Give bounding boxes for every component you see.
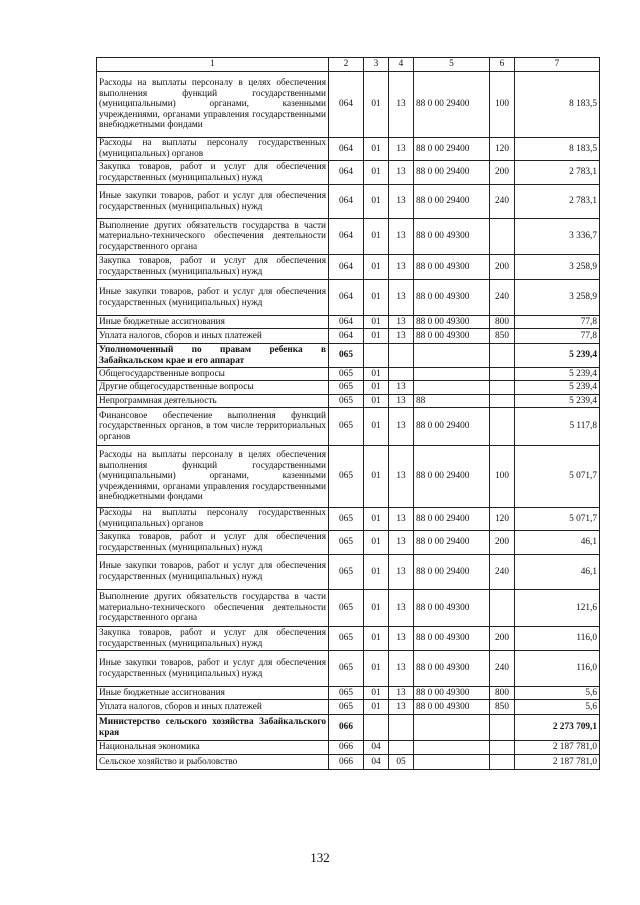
target-article-cell: 88 0 00 29400 <box>414 161 490 185</box>
subsection-code-cell <box>389 741 414 755</box>
expense-type-cell <box>490 755 515 770</box>
amount-cell: 116,0 <box>515 651 600 687</box>
section-code-cell <box>364 715 389 741</box>
target-article-cell: 88 0 00 49300 <box>414 255 490 280</box>
amount-cell: 5 117,8 <box>515 408 600 446</box>
subsection-code-cell: 13 <box>389 590 414 627</box>
row-name-cell: Иные закупки товаров, работ и услуг для обеспечения государственных (муниципальных) нужд <box>97 280 329 316</box>
expense-type-cell: 100 <box>490 446 515 508</box>
table-row <box>97 138 600 161</box>
amount-cell: 116,0 <box>515 627 600 651</box>
budget-table <box>96 57 600 770</box>
expense-type-cell <box>490 408 515 446</box>
amount-cell: 5 071,7 <box>515 508 600 531</box>
expense-type-cell: 240 <box>490 555 515 590</box>
target-article-cell: 88 0 00 49300 <box>414 627 490 651</box>
table-row <box>97 627 600 651</box>
table-row <box>97 531 600 555</box>
row-name-cell: Закупка товаров, работ и услуг для обеспечения государственных (муниципальных) нужд <box>97 161 329 185</box>
header-cell: 1 <box>97 58 329 72</box>
row-name-cell: Иные закупки товаров, работ и услуг для обеспечения государственных (муниципальных) нужд <box>97 555 329 590</box>
row-name-cell: Иные закупки товаров, работ и услуг для обеспечения государственных (муниципальных) нужд <box>97 651 329 687</box>
target-article-cell: 88 0 00 49300 <box>414 280 490 316</box>
target-article-cell: 88 0 00 49300 <box>414 329 490 344</box>
subsection-code-cell: 13 <box>389 72 414 138</box>
amount-cell: 8 183,5 <box>515 72 600 138</box>
target-article-cell: 88 0 00 29400 <box>414 138 490 161</box>
row-name-cell: Расходы на выплаты персоналу в целях обеспечения выполнения функций государственными (муниципальными) органами, казенными учреждениями, органами управления государственными внебюджетными фондами <box>97 446 329 508</box>
ministry-code-cell: 066 <box>329 715 364 741</box>
section-code-cell: 01 <box>364 368 389 381</box>
table-row <box>97 368 600 381</box>
ministry-code-cell: 065 <box>329 700 364 715</box>
ministry-code-cell: 065 <box>329 590 364 627</box>
ministry-code-cell: 064 <box>329 280 364 316</box>
ministry-code-cell: 065 <box>329 555 364 590</box>
table-row <box>97 651 600 687</box>
target-article-cell <box>414 741 490 755</box>
table-row <box>97 590 600 627</box>
row-name-cell: Непрограммная деятельность <box>97 395 329 408</box>
subsection-code-cell: 13 <box>389 280 414 316</box>
subsection-code-cell: 13 <box>389 381 414 395</box>
header-cell: 2 <box>329 58 364 72</box>
ministry-code-cell: 065 <box>329 368 364 381</box>
amount-cell: 5 239,4 <box>515 344 600 368</box>
table-row <box>97 408 600 446</box>
table-row <box>97 446 600 508</box>
row-name-cell: Закупка товаров, работ и услуг для обеспечения государственных (муниципальных) нужд <box>97 627 329 651</box>
amount-cell: 3 258,9 <box>515 280 600 316</box>
subsection-code-cell: 13 <box>389 316 414 329</box>
expense-type-cell: 800 <box>490 316 515 329</box>
ministry-code-cell: 064 <box>329 219 364 255</box>
expense-type-cell <box>490 381 515 395</box>
ministry-code-cell: 065 <box>329 508 364 531</box>
ministry-code-cell: 065 <box>329 651 364 687</box>
section-code-cell: 01 <box>364 138 389 161</box>
subsection-code-cell: 13 <box>389 329 414 344</box>
page-number: 132 <box>310 850 330 865</box>
ministry-code-cell: 064 <box>329 316 364 329</box>
amount-cell: 8 183,5 <box>515 138 600 161</box>
expense-type-cell <box>490 590 515 627</box>
header-cell: 4 <box>389 58 414 72</box>
subsection-code-cell: 13 <box>389 395 414 408</box>
target-article-cell: 88 0 00 49300 <box>414 687 490 700</box>
section-code-cell: 01 <box>364 627 389 651</box>
ministry-code-cell: 065 <box>329 344 364 368</box>
table-row <box>97 185 600 219</box>
expense-type-cell: 200 <box>490 531 515 555</box>
header-cell: 5 <box>414 58 490 72</box>
amount-cell: 2 187 781,0 <box>515 741 600 755</box>
expense-type-cell: 850 <box>490 700 515 715</box>
subsection-code-cell: 13 <box>389 446 414 508</box>
table-row <box>97 72 600 138</box>
target-article-cell <box>414 755 490 770</box>
table-row <box>97 508 600 531</box>
row-name-cell: Расходы на выплаты персоналу государственных (муниципальных) органов <box>97 508 329 531</box>
target-article-cell: 88 0 00 49300 <box>414 590 490 627</box>
target-article-cell: 88 0 00 49300 <box>414 700 490 715</box>
expense-type-cell <box>490 715 515 741</box>
row-name-cell: Иные бюджетные ассигнования <box>97 687 329 700</box>
subsection-code-cell: 13 <box>389 219 414 255</box>
ministry-code-cell: 064 <box>329 138 364 161</box>
section-code-cell: 01 <box>364 381 389 395</box>
section-code-cell: 01 <box>364 255 389 280</box>
subsection-code-cell: 13 <box>389 508 414 531</box>
row-name-cell: Иные закупки товаров, работ и услуг для обеспечения государственных (муниципальных) нужд <box>97 185 329 219</box>
expense-type-cell <box>490 219 515 255</box>
section-code-cell <box>364 344 389 368</box>
section-code-cell: 01 <box>364 280 389 316</box>
header-cell: 3 <box>364 58 389 72</box>
row-name-cell: Расходы на выплаты персоналу в целях обеспечения выполнения функций государственными (муниципальными) органами, казенными учреждениями, органами управления государственными внебюджетными фондами <box>97 72 329 138</box>
amount-cell: 5 239,4 <box>515 395 600 408</box>
ministry-code-cell: 065 <box>329 627 364 651</box>
row-name-cell: Расходы на выплаты персоналу государственных (муниципальных) органов <box>97 138 329 161</box>
table-row <box>97 700 600 715</box>
section-code-cell: 01 <box>364 700 389 715</box>
amount-cell: 5 239,4 <box>515 381 600 395</box>
subsection-code-cell: 13 <box>389 138 414 161</box>
header-cell: 6 <box>490 58 515 72</box>
row-name-cell: Уплата налогов, сборов и иных платежей <box>97 700 329 715</box>
amount-cell: 5 071,7 <box>515 446 600 508</box>
ministry-code-cell: 066 <box>329 755 364 770</box>
expense-type-cell <box>490 368 515 381</box>
row-name-cell: Закупка товаров, работ и услуг для обеспечения государственных (муниципальных) нужд <box>97 531 329 555</box>
row-name-cell: Иные бюджетные ассигнования <box>97 316 329 329</box>
section-code-cell: 01 <box>364 408 389 446</box>
row-name-cell: Другие общегосударственные вопросы <box>97 381 329 395</box>
table-header-row <box>97 58 600 72</box>
section-code-cell: 01 <box>364 508 389 531</box>
table-row <box>97 316 600 329</box>
row-name-cell: Выполнение других обязательств государства в части материально-технического обеспечения деятельности государственного органа <box>97 219 329 255</box>
expense-type-cell: 800 <box>490 687 515 700</box>
subsection-code-cell: 13 <box>389 161 414 185</box>
header-cell: 7 <box>515 58 600 72</box>
target-article-cell: 88 0 00 49300 <box>414 316 490 329</box>
ministry-code-cell: 064 <box>329 329 364 344</box>
subsection-code-cell: 13 <box>389 408 414 446</box>
table-row <box>97 555 600 590</box>
subsection-code-cell: 13 <box>389 700 414 715</box>
amount-cell: 121,6 <box>515 590 600 627</box>
section-code-cell: 01 <box>364 329 389 344</box>
expense-type-cell: 120 <box>490 508 515 531</box>
subsection-code-cell: 13 <box>389 651 414 687</box>
table-row <box>97 687 600 700</box>
expense-type-cell: 200 <box>490 255 515 280</box>
ministry-code-cell: 065 <box>329 408 364 446</box>
expense-type-cell: 200 <box>490 627 515 651</box>
expense-type-cell <box>490 344 515 368</box>
subsection-code-cell: 13 <box>389 687 414 700</box>
table-row <box>97 395 600 408</box>
expense-type-cell: 120 <box>490 138 515 161</box>
ministry-code-cell: 065 <box>329 531 364 555</box>
table-row <box>97 280 600 316</box>
target-article-cell <box>414 344 490 368</box>
expense-type-cell: 240 <box>490 185 515 219</box>
amount-cell: 3 258,9 <box>515 255 600 280</box>
expense-type-cell <box>490 741 515 755</box>
section-code-cell: 01 <box>364 590 389 627</box>
section-code-cell: 01 <box>364 531 389 555</box>
row-name-cell: Финансовое обеспечение выполнения функций государственных органов, в том числе территориальных органов <box>97 408 329 446</box>
subsection-code-cell: 13 <box>389 627 414 651</box>
target-article-cell: 88 0 00 29400 <box>414 185 490 219</box>
target-article-cell: 88 0 00 29400 <box>414 531 490 555</box>
expense-type-cell: 240 <box>490 651 515 687</box>
row-name-cell: Выполнение других обязательств государства в части материально-технического обеспечения деятельности государственного органа <box>97 590 329 627</box>
target-article-cell: 88 0 00 29400 <box>414 508 490 531</box>
table-row <box>97 255 600 280</box>
amount-cell: 77,8 <box>515 316 600 329</box>
subsection-code-cell: 13 <box>389 555 414 590</box>
target-article-cell <box>414 715 490 741</box>
row-name-cell: Министерство сельского хозяйства Забайкальского края <box>97 715 329 741</box>
section-code-cell: 01 <box>364 185 389 219</box>
expense-type-cell: 200 <box>490 161 515 185</box>
row-name-cell: Национальная экономика <box>97 741 329 755</box>
target-article-cell: 88 0 00 49300 <box>414 219 490 255</box>
table-row <box>97 329 600 344</box>
subsection-code-cell <box>389 344 414 368</box>
table-row <box>97 755 600 770</box>
expense-type-cell: 100 <box>490 72 515 138</box>
ministry-code-cell: 064 <box>329 255 364 280</box>
table-row <box>97 715 600 741</box>
amount-cell: 2 783,1 <box>515 161 600 185</box>
section-code-cell: 01 <box>364 651 389 687</box>
section-code-cell: 01 <box>364 555 389 590</box>
section-code-cell: 01 <box>364 395 389 408</box>
table-body <box>97 72 600 770</box>
amount-cell: 5,6 <box>515 687 600 700</box>
row-name-cell: Общегосударственные вопросы <box>97 368 329 381</box>
amount-cell: 46,1 <box>515 531 600 555</box>
ministry-code-cell: 064 <box>329 161 364 185</box>
target-article-cell: 88 0 00 49300 <box>414 651 490 687</box>
ministry-code-cell: 066 <box>329 741 364 755</box>
amount-cell: 2 273 709,1 <box>515 715 600 741</box>
target-article-cell: 88 0 00 29400 <box>414 408 490 446</box>
subsection-code-cell: 13 <box>389 255 414 280</box>
target-article-cell: 88 <box>414 395 490 408</box>
target-article-cell <box>414 368 490 381</box>
amount-cell: 2 187 781,0 <box>515 755 600 770</box>
subsection-code-cell <box>389 368 414 381</box>
section-code-cell: 01 <box>364 219 389 255</box>
section-code-cell: 01 <box>364 161 389 185</box>
ministry-code-cell: 064 <box>329 72 364 138</box>
ministry-code-cell: 065 <box>329 381 364 395</box>
section-code-cell: 04 <box>364 741 389 755</box>
row-name-cell: Уплата налогов, сборов и иных платежей <box>97 329 329 344</box>
table-row <box>97 741 600 755</box>
table-row <box>97 161 600 185</box>
expense-type-cell <box>490 395 515 408</box>
amount-cell: 5 239,4 <box>515 368 600 381</box>
section-code-cell: 01 <box>364 446 389 508</box>
ministry-code-cell: 064 <box>329 185 364 219</box>
ministry-code-cell: 065 <box>329 687 364 700</box>
target-article-cell: 88 0 00 29400 <box>414 446 490 508</box>
row-name-cell: Закупка товаров, работ и услуг для обеспечения государственных (муниципальных) нужд <box>97 255 329 280</box>
amount-cell: 2 783,1 <box>515 185 600 219</box>
subsection-code-cell <box>389 715 414 741</box>
target-article-cell: 88 0 00 29400 <box>414 72 490 138</box>
row-name-cell: Уполномоченный по правам ребенка в Забайкальском крае и его аппарат <box>97 344 329 368</box>
table-row <box>97 344 600 368</box>
section-code-cell: 04 <box>364 755 389 770</box>
expense-type-cell: 240 <box>490 280 515 316</box>
subsection-code-cell: 05 <box>389 755 414 770</box>
expense-type-cell: 850 <box>490 329 515 344</box>
section-code-cell: 01 <box>364 72 389 138</box>
section-code-cell: 01 <box>364 687 389 700</box>
amount-cell: 46,1 <box>515 555 600 590</box>
target-article-cell <box>414 381 490 395</box>
subsection-code-cell: 13 <box>389 185 414 219</box>
ministry-code-cell: 065 <box>329 446 364 508</box>
row-name-cell: Сельское хозяйство и рыболовство <box>97 755 329 770</box>
target-article-cell: 88 0 00 29400 <box>414 555 490 590</box>
section-code-cell: 01 <box>364 316 389 329</box>
amount-cell: 5,6 <box>515 700 600 715</box>
amount-cell: 3 336,7 <box>515 219 600 255</box>
subsection-code-cell: 13 <box>389 531 414 555</box>
table-row <box>97 219 600 255</box>
amount-cell: 77,8 <box>515 329 600 344</box>
ministry-code-cell: 065 <box>329 395 364 408</box>
table-row <box>97 381 600 395</box>
